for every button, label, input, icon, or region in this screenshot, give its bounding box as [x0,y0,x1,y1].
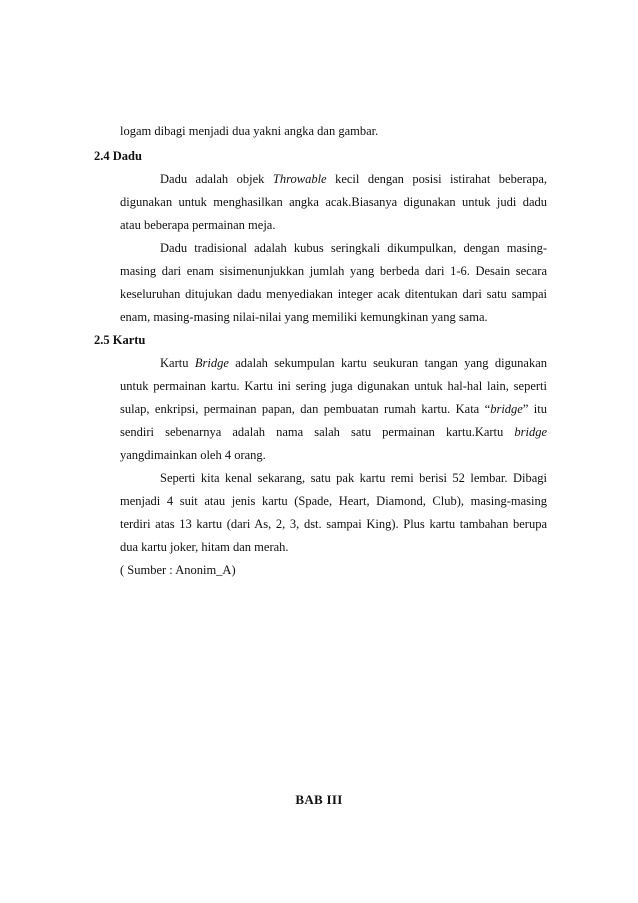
paragraph-line: Seperti kita kenal sekarang, satu pak kartu remi berisi 52 lembar. Dibagi [160,471,547,485]
paragraph-line: keseluruhan ditujukan dadu menyediakan integer acak ditentukan dari satu sampai [120,287,547,301]
section-heading-kartu: 2.5 Kartu [94,333,146,347]
italic-term: Throwable [272,172,327,186]
italic-term: Bridge [194,356,229,370]
paragraph-line: logam dibagi menjadi dua yakni angka dan gambar. [120,124,379,138]
italic-term: bridge [490,402,523,416]
paragraph-line: menjadi 4 suit atau jenis kartu (Spade, Heart, Diamond, Club), masing-masing [120,494,547,508]
paragraph-line: atau beberapa permainan meja. [120,218,276,232]
paragraph-line: untuk permainan kartu. Kartu ini sering juga digunakan untuk hal-hal lain, seperti [120,379,547,393]
section-heading-dadu: 2.4 Dadu [94,149,142,163]
paragraph-line: yangdimainkan oleh 4 orang. [120,448,266,462]
paragraph-line: Dadu adalah objek Throwable kecil dengan posisi istirahat beberapa, [160,172,547,186]
paragraph-line: enam, masing-masing nilai-nilai yang memiliki kemungkinan yang sama. [120,310,488,324]
paragraph-line: terdiri atas 13 kartu (dari As, 2, 3, dst. sampai King). Plus kartu tambahan berupa [120,517,547,531]
paragraph-line: digunakan untuk menghasilkan angka acak.Biasanya digunakan untuk judi dadu [120,195,547,209]
paragraph-line: Kartu Bridge adalah sekumpulan kartu seukuran tangan yang digunakan [160,356,547,370]
source-citation: ( Sumber : Anonim_A) [120,563,236,577]
italic-term: bridge [514,425,547,439]
paragraph-line: masing dari enam sisimenunjukkan jumlah yang berbeda dari 1-6. Desain secara [120,264,547,278]
paragraph-line: dua kartu joker, hitam dan merah. [120,540,289,554]
paragraph-line: sendiri sebenarnya adalah nama salah satu permainan kartu.Kartu bridge [120,425,547,439]
chapter-heading: BAB III [295,792,343,807]
paragraph-line: Dadu tradisional adalah kubus seringkali dikumpulkan, dengan masing- [160,241,547,255]
paragraph-line: sulap, enkripsi, permainan papan, dan pembuatan rumah kartu. Kata “bridge” itu [120,402,548,416]
